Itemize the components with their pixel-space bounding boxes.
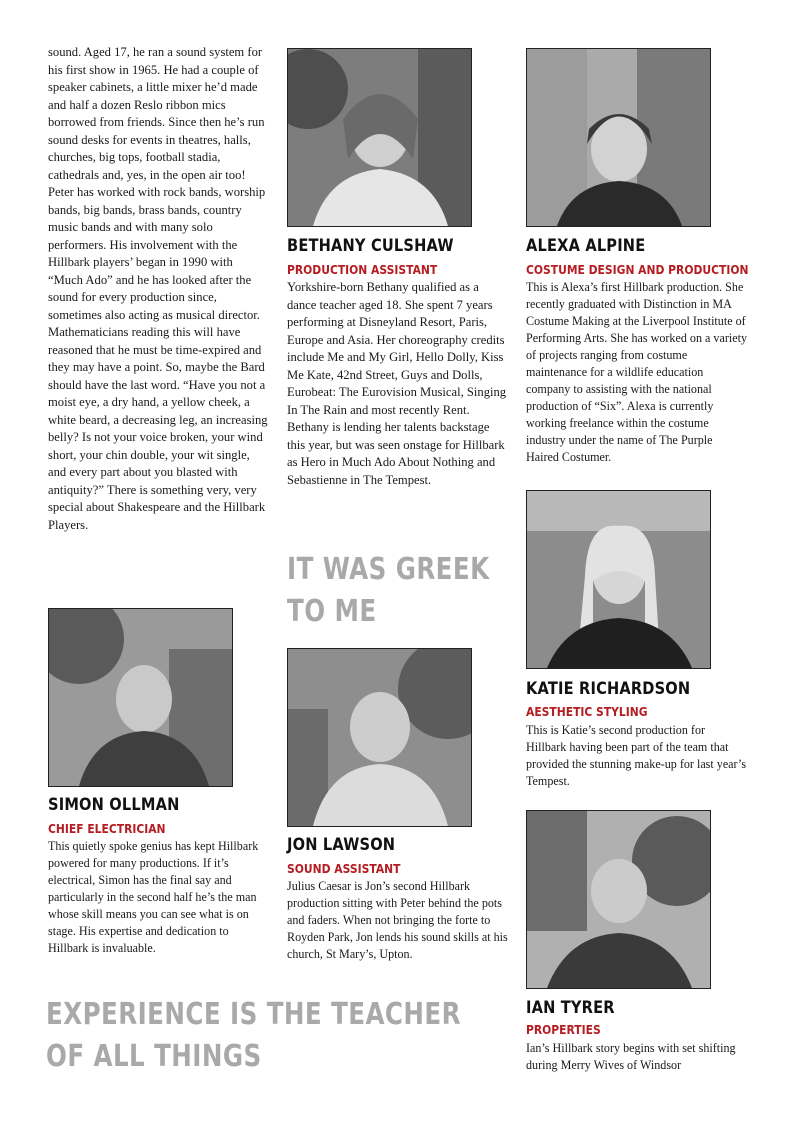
jon-lawson-name: JON LAWSON bbox=[287, 835, 396, 855]
bethany-culshaw-photo bbox=[287, 48, 472, 227]
bethany-culshaw-bio: Yorkshire-born Bethany qualified as a dance teacher aged 18. She spent 7 years performing at Disneyland Resort, Paris, Europe and Asia. Her choreography credits include Me and My Girl, Hello Dolly, Kiss Me Kate, 42nd Street, Guys and Dolls, Eurobeat: The Eurovision Musical, Singing In The Rain and most recently Rent. Bethany is lending her talents backstage this year, but was seen onstage for Hillbark as Hero in Much Ado About Nothing and Sebastienne in The Tempest. bbox=[287, 280, 507, 487]
alexa-alpine-bio: This is Alexa’s first Hillbark production. She recently graduated with Distinction in MA Costume Making at the Liverpool Institute of Performing Arts. She has worked on a variety of projects ranging from costume maintenance for a wildlife education company to assisting with the national production of “Six”. Alexa is currently working freelance within the costume industry under the name of The Purple Haired Costumer. bbox=[526, 280, 747, 464]
greek-quote-line-1: IT WAS GREEK bbox=[287, 552, 490, 587]
experience-quote-line-2: OF ALL THINGS bbox=[46, 1039, 262, 1074]
bethany-culshaw-role: PRODUCTION ASSISTANT bbox=[287, 262, 438, 277]
ian-tyrer-role: PROPERTIES bbox=[526, 1022, 601, 1037]
simon-ollman-photo bbox=[48, 608, 233, 787]
simon-ollman-name: SIMON OLLMAN bbox=[48, 795, 180, 815]
jon-lawson-photo bbox=[287, 648, 472, 827]
intro-paragraph: sound. Aged 17, he ran a sound system for his first show in 1965. He had a couple of speaker cabinets, a little mixer he’d made and half a dozen Reslo ribbon mics borrowed from friends. Since then he’s run sound desks for events in theatres, halls, churches, big tops, football stadia, cathedrals and, yes, in the open air too! Peter has worked with rock bands, worship bands, big bands, brass bands, country music bands and with many solo performers. His involvement with the Hillbark players’ began in 1990 with “Much Ado” and he has looked after the sound for every production since, sometimes also acting as musical director. Mathematicians reading this will have reasoned that he must be time-expired and they may have a point. So, maybe the Bard should have the last word. “Have you not a moist eye, a dry hand, a yellow cheek, a white beard, a decreasing leg, an increasing belly? Is not your voice broken, your wind short, your chin double, your wit single, and every part about you blasted with antiquity?” There is something very, very special about Shakespeare and the Hillbark Players. bbox=[48, 45, 268, 532]
ian-tyrer-photo bbox=[526, 810, 711, 989]
katie-richardson-photo bbox=[526, 490, 711, 669]
greek-quote-line-2: TO ME bbox=[287, 594, 377, 629]
ian-tyrer-name: IAN TYRER bbox=[526, 998, 615, 1018]
katie-richardson-role: AESTHETIC STYLING bbox=[526, 704, 648, 719]
katie-richardson-name: KATIE RICHARDSON bbox=[526, 679, 691, 699]
alexa-alpine-name: ALEXA ALPINE bbox=[526, 236, 646, 256]
alexa-alpine-photo bbox=[526, 48, 711, 227]
ian-tyrer-bio: Ian’s Hillbark story begins with set shifting during Merry Wives of Windsor bbox=[526, 1041, 736, 1072]
bethany-culshaw-name: BETHANY CULSHAW bbox=[287, 236, 454, 256]
simon-ollman-role: CHIEF ELECTRICIAN bbox=[48, 821, 166, 836]
experience-quote-line-1: EXPERIENCE IS THE TEACHER bbox=[46, 997, 461, 1032]
alexa-alpine-role: COSTUME DESIGN AND PRODUCTION bbox=[526, 262, 749, 277]
jon-lawson-bio: Julius Caesar is Jon’s second Hillbark production sitting with Peter behind the pots and faders. When not bringing the forte to Royden Park, Jon lends his sound skills at his church, St Mary’s, Upton. bbox=[287, 879, 508, 961]
jon-lawson-role: SOUND ASSISTANT bbox=[287, 861, 401, 876]
simon-ollman-bio: This quietly spoke genius has kept Hillbark powered for many productions. If it’s electrical, Simon has the final say and particularly in the second half he’s the man whose skill means you can see what is on stage. His expertise and dedication to Hillbark is invaluable. bbox=[48, 839, 259, 955]
katie-richardson-bio: This is Katie’s second production for Hillbark having been part of the team that provided the stunning make-up for last year’s Tempest. bbox=[526, 723, 747, 788]
